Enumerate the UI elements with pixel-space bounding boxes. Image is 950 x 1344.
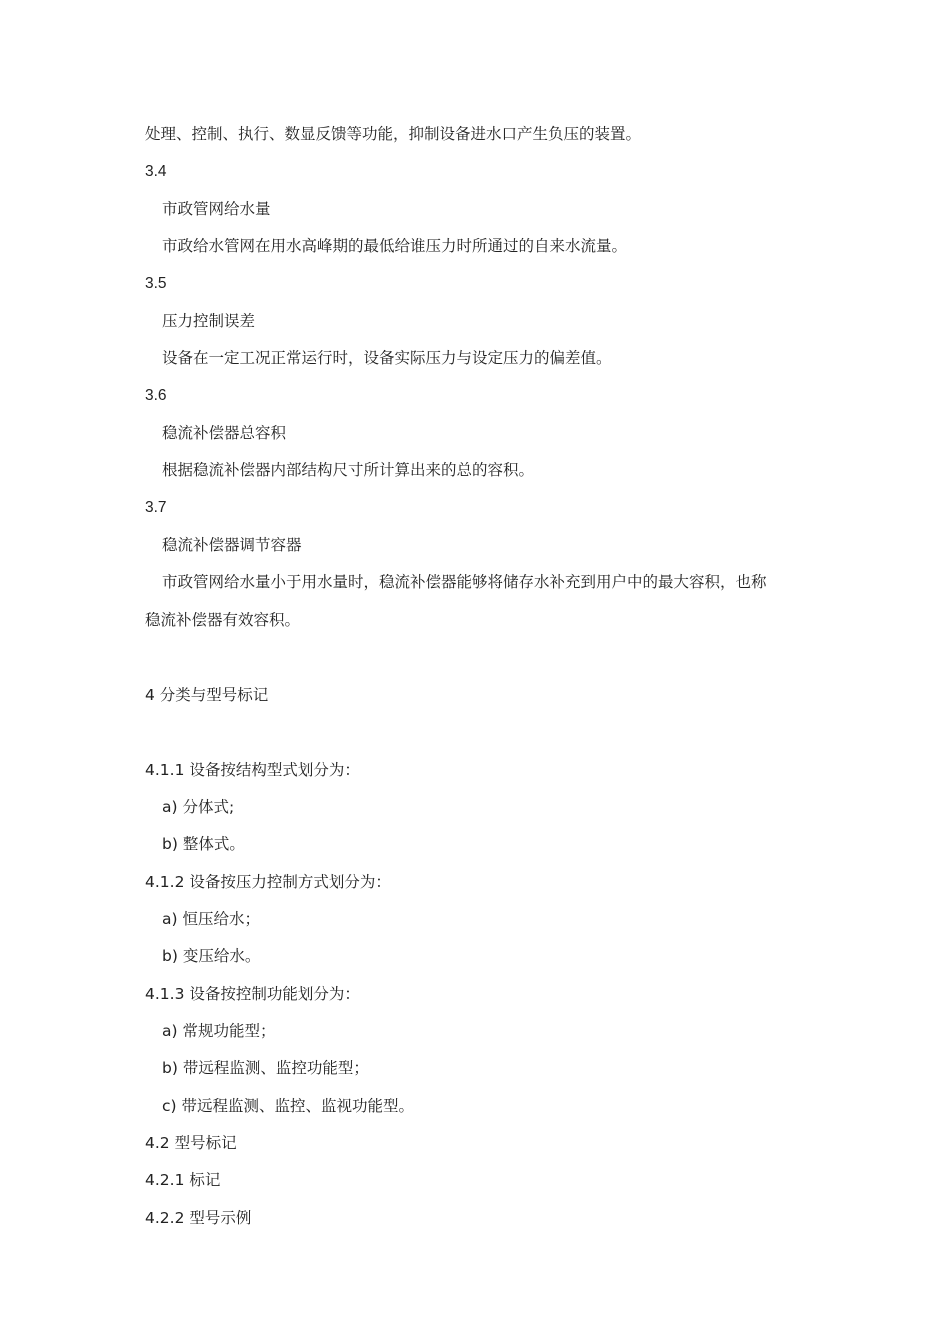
term-heading: 稳流补偿器总容积 <box>162 424 287 442</box>
term-definition: 市政管网给水量小于用水量时，稳流补偿器能够将储存水补充到用户中的最大容积，也称 <box>162 573 767 591</box>
section-number-3-5: 3.5 <box>145 275 167 292</box>
list-item: b) 带远程监测、监控功能型； <box>162 1059 369 1077</box>
section-number-3-6: 3.6 <box>145 387 167 404</box>
clause-heading: 4.1.1 设备按结构型式划分为： <box>145 761 360 779</box>
paragraph-line: 处理、控制、执行、数显反馈等功能，抑制设备进水口产生负压的装置。 <box>145 125 642 143</box>
section-number-3-4: 3.4 <box>145 163 167 180</box>
term-definition: 市政给水管网在用水高峰期的最低给谁压力时所通过的自来水流量。 <box>162 237 628 255</box>
term-heading: 市政管网给水量 <box>162 200 271 218</box>
section-number-3-7: 3.7 <box>145 499 167 516</box>
term-heading: 压力控制误差 <box>162 312 256 330</box>
chapter-heading: 4 分类与型号标记 <box>145 686 269 704</box>
list-item: a) 分体式; <box>162 798 235 816</box>
term-definition: 根据稳流补偿器内部结构尺寸所计算出来的总的容积。 <box>162 461 535 479</box>
term-heading: 稳流补偿器调节容器 <box>162 536 302 554</box>
list-item: a) 常规功能型； <box>162 1022 276 1040</box>
term-definition: 设备在一定工况正常运行时，设备实际压力与设定压力的偏差值。 <box>162 349 612 367</box>
clause-heading: 4.2.2 型号示例 <box>145 1209 252 1227</box>
list-item: c) 带远程监测、监控、监视功能型。 <box>162 1097 414 1115</box>
term-definition-continued: 稳流补偿器有效容积。 <box>145 611 301 629</box>
clause-heading: 4.2.1 标记 <box>145 1171 221 1189</box>
list-item: a) 恒压给水； <box>162 910 260 928</box>
clause-heading: 4.1.3 设备按控制功能划分为： <box>145 985 360 1003</box>
clause-heading: 4.1.2 设备按压力控制方式划分为： <box>145 873 391 891</box>
list-item: b) 整体式。 <box>162 835 245 853</box>
section-heading: 4.2 型号标记 <box>145 1134 237 1152</box>
list-item: b) 变压给水。 <box>162 947 261 965</box>
